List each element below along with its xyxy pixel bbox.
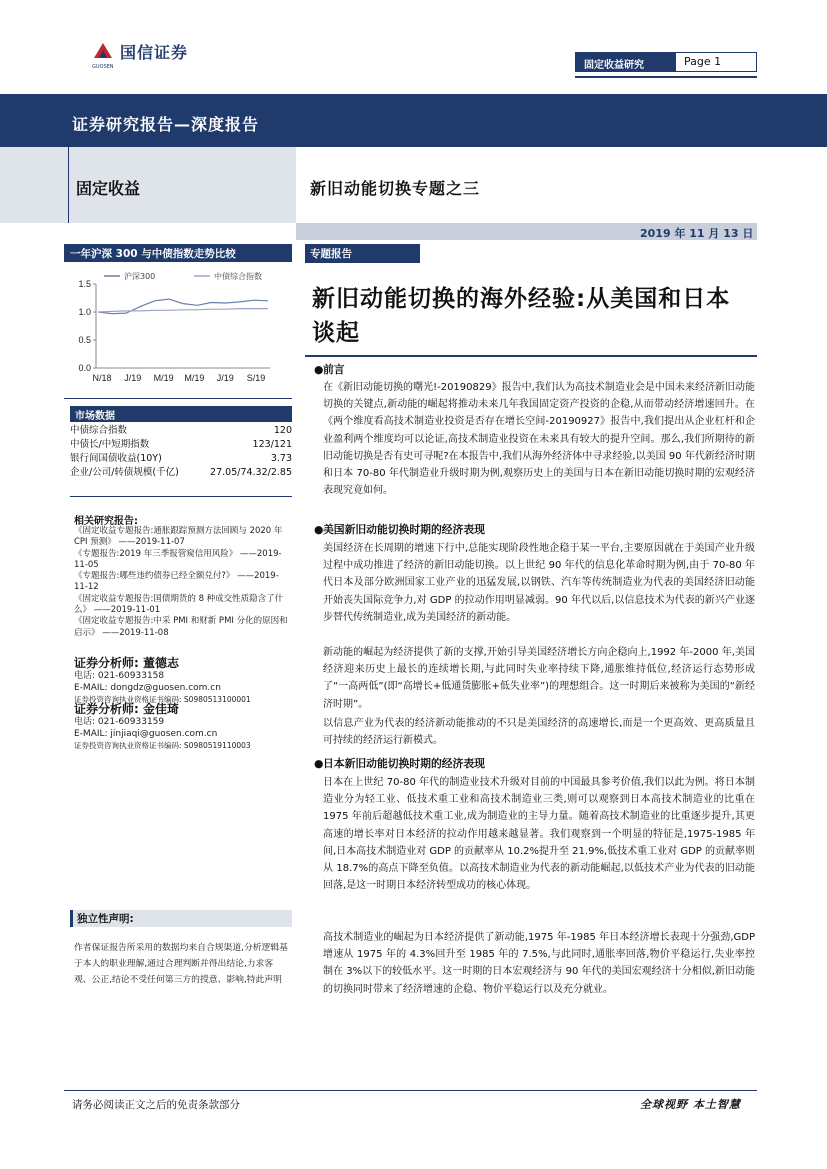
page-number: Page 1 xyxy=(684,55,722,68)
body-paragraph: 新动能的崛起为经济提供了新的支撑,开始引导美国经济增长方向企稳向上,1992 年-2000 年,美国经济迎来历史上最长的连续增长期,与此同时失业率持续下降,通胀维持低位,经济运行态势形成了“一高两低”(即“高增长+低通货膨胀+低失业率”)的理想组合。这一时期后来被称为美国的“新经济时期”。 xyxy=(323,647,755,710)
y-tick-label: 0.5 xyxy=(78,335,91,345)
index-trend-chart xyxy=(64,266,292,396)
market-data-title: 市场数据 xyxy=(70,406,292,422)
market-data-row xyxy=(70,438,292,452)
report-date: 2019 年 11 月 13 日 xyxy=(640,227,754,240)
body-paragraph: 日本在上世纪 70-80 年代的制造业技术升级对目前的中国最具参考价值,我们以此为例。将日本制造业分为轻工业、低技术重工业和高技术制造业三类,则可以观察到日本高技术制造业的比重在 1975 年前后超越低技术重工业,成为制造业的主导力量。随着高技术制造业的比重逐步提升,其更高速的增长率对日本经济的拉动作用越来越显著。我们观察到一个明显的特征是,1975-1985 年间,日本高技术制造业对 GDP 的贡献率从 10.2%提升至 21.9%,低技术重工业对 GDP 的贡献率则从 18.7%的高点下降至负值。以高技术制造业为代表的新动能崛起,以低技术产业为代表的旧动能回落,是这一时期日本经济转型成功的核心体现。 xyxy=(323,777,755,892)
independence-statement: 作者保证报告所采用的数据均来自合规渠道,分析逻辑基于本人的职业理解,通过合理判断并得出结论,力求客观、公正,结论不受任何第三方的授意、影响,特此声明 xyxy=(74,943,288,985)
x-tick-label: J/19 xyxy=(124,373,142,383)
related-report-item[interactable]: 《固定收益专题报告:中采 PMI 和财新 PMI 分化的原因和启示》 ——2019-11-08 xyxy=(74,616,288,638)
body-paragraph: 在《新旧动能切换的曙光!-20190829》报告中,我们认为高技术制造业会是中国未来经济新旧动能切换的关键点,新动能的崛起将推动未来几年我国固定资产投资的企稳,从而带动经济增速回升。在《两个维度看高技术制造业投资是否存在增长空间-20190927》报告中,我们提出从企业杠杆和企业盈利两个维度均可以论证,高技术制造业投资在未来具有较大的提升空间。那么,我们所期待的新旧动能切换是否有史可寻呢?在本报告中,我们从海外经济体中寻求经验,以美国 90 年代新经济时期和日本 70-80 年代制造业升级时期为例,观察历史上的美国与日本在新旧动能切换时期的宏观经济表现究竟如何。 xyxy=(323,382,755,497)
section-heading: ●前言 xyxy=(314,363,345,376)
x-tick-label: S/19 xyxy=(246,373,266,383)
chart-title: 一年沪深 300 与中债指数走势比较 xyxy=(64,244,292,262)
footer-slogan: 全球视野 本土智慧 xyxy=(640,1098,741,1111)
legend-label: 中债综合指数 xyxy=(214,272,262,281)
market-data-value: 123/121 xyxy=(252,439,292,450)
analyst-license: 证券投资咨询执业资格证书编码: S0980513100001 xyxy=(74,695,251,704)
market-data-row xyxy=(70,452,292,466)
market-data-label: 企业/公司/转债规模(千亿) xyxy=(70,467,179,478)
market-data-value: 120 xyxy=(273,425,292,436)
category-divider xyxy=(68,147,69,223)
market-data-label: 中债长/中短期指数 xyxy=(70,439,150,450)
market-data-value: 3.73 xyxy=(270,453,292,464)
x-tick-label: N/18 xyxy=(92,373,112,383)
market-data-rule xyxy=(70,496,292,497)
analyst-card xyxy=(74,654,292,705)
market-data-row xyxy=(70,424,292,438)
related-reports-list xyxy=(74,526,290,639)
footer-rule xyxy=(64,1090,757,1091)
report-tag: 专题报告 xyxy=(305,244,420,263)
x-tick-label: M/19 xyxy=(184,373,205,383)
report-type-tag: 固定收益研究 xyxy=(576,53,676,71)
header-tag-box xyxy=(575,52,757,72)
analyst-phone: 电话: 021-60933159 xyxy=(74,717,165,727)
body-paragraph: 以信息产业为代表的经济新动能推动的不只是美国经济的高速增长,而是一个更高效、更高质量且可持续的经济运行新模式。 xyxy=(323,718,755,747)
y-tick-label: 1.5 xyxy=(78,279,91,289)
related-report-item[interactable]: 《固定收益专题报告:国债期货的 8 种成交性质隐含了什么》 ——2019-11-01 xyxy=(74,593,284,616)
series-title: 新旧动能切换专题之三 xyxy=(310,179,481,198)
market-data-label: 银行间国债收益(10Y) xyxy=(70,453,162,464)
band-title: 证券研究报告—深度报告 xyxy=(72,115,260,134)
market-data-value: 27.05/74.32/2.85 xyxy=(210,467,292,478)
analyst-license: 证券投资咨询执业资格证书编码: S0980519110003 xyxy=(74,741,251,750)
related-report-item[interactable]: 《专题报告:2019 年三季报管窥信用风险》 ——2019-11-05 xyxy=(74,548,282,570)
y-tick-label: 0.0 xyxy=(78,363,91,373)
category-label: 固定收益 xyxy=(76,179,141,198)
body-paragraph: 美国经济在长周期的增速下行中,总能实现阶段性地企稳于某一平台,主要原因就在于美国产业升级过程中成功推进了经济的新旧动能切换。以上世纪 90 年代的信息化革命时期为例,由于 70-80 年代日本及部分欧洲国家工业产业的迅猛发展,以钢铁、汽车等传统制造业为代表的美国经济旧动能开始丧失国际竞争力,对 GDP 的拉动作用明显减弱。90 年代以后,以信息技术为代表的新兴产业逐步替代传统制造业,成为美国经济的新动能。 xyxy=(323,543,755,623)
chart-divider xyxy=(64,398,292,399)
related-reports-title: 相关研究报告: xyxy=(74,516,138,527)
body-paragraph: 高技术制造业的崛起为日本经济提供了新动能,1975 年-1985 年日本经济增长表现十分强劲,GDP 增速从 1975 年的 4.3%回升至 1985 年的 7.5%,与此同时,通胀率回落,物价平稳运行,失业率控制在 3%以下的较低水平。这一时期的日本宏观经济与 90 年代的美国宏观经济十分相似,新旧动能的切换同时带来了经济增速的企稳、物价平稳运行以及充分就业。 xyxy=(323,932,755,995)
section-heading: ●美国新旧动能切换时期的经济表现 xyxy=(314,523,485,536)
market-data-row xyxy=(70,466,292,480)
independence-title: 独立性声明: xyxy=(70,910,292,927)
market-data-label: 中债综合指数 xyxy=(70,425,128,436)
x-tick-label: J/19 xyxy=(216,373,234,383)
analyst-card xyxy=(74,700,292,751)
x-tick-label: M/19 xyxy=(153,373,174,383)
logo-name: 国信证券 xyxy=(120,43,189,62)
series-line xyxy=(98,309,268,312)
logo-sub: GUOSEN xyxy=(92,64,114,70)
analyst-phone: 电话: 021-60933158 xyxy=(74,671,165,681)
related-report-item[interactable]: 《固定收益专题报告:通胀跟踪预测方法回顾与 2020 年 CPI 预测》 ——2019-11-07 xyxy=(74,526,283,548)
main-title: 新旧动能切换的海外经验:从美国和日本谈起 xyxy=(312,286,731,346)
analyst-name: 证券分析师: 金佳琦 xyxy=(74,702,179,716)
footer-disclaimer: 请务必阅读正文之后的免责条款部分 xyxy=(72,1099,240,1111)
section-heading: ●日本新旧动能切换时期的经济表现 xyxy=(314,757,485,770)
market-data-table xyxy=(70,424,292,480)
legend-label: 沪深300 xyxy=(124,272,156,281)
analyst-name: 证券分析师: 董德志 xyxy=(74,656,179,670)
category-block xyxy=(0,147,296,223)
title-rule xyxy=(305,355,757,357)
analyst-email[interactable]: E-MAIL: dongdz@guosen.com.cn xyxy=(74,682,221,693)
header-rule xyxy=(575,76,757,78)
guosen-logo-icon xyxy=(92,40,114,62)
y-tick-label: 1.0 xyxy=(78,307,91,317)
analyst-email[interactable]: E-MAIL: jinjiaqi@guosen.com.cn xyxy=(74,728,218,739)
related-report-item[interactable]: 《专题报告:哪些违约债券已经全额兑付?》 ——2019-11-12 xyxy=(74,571,279,593)
